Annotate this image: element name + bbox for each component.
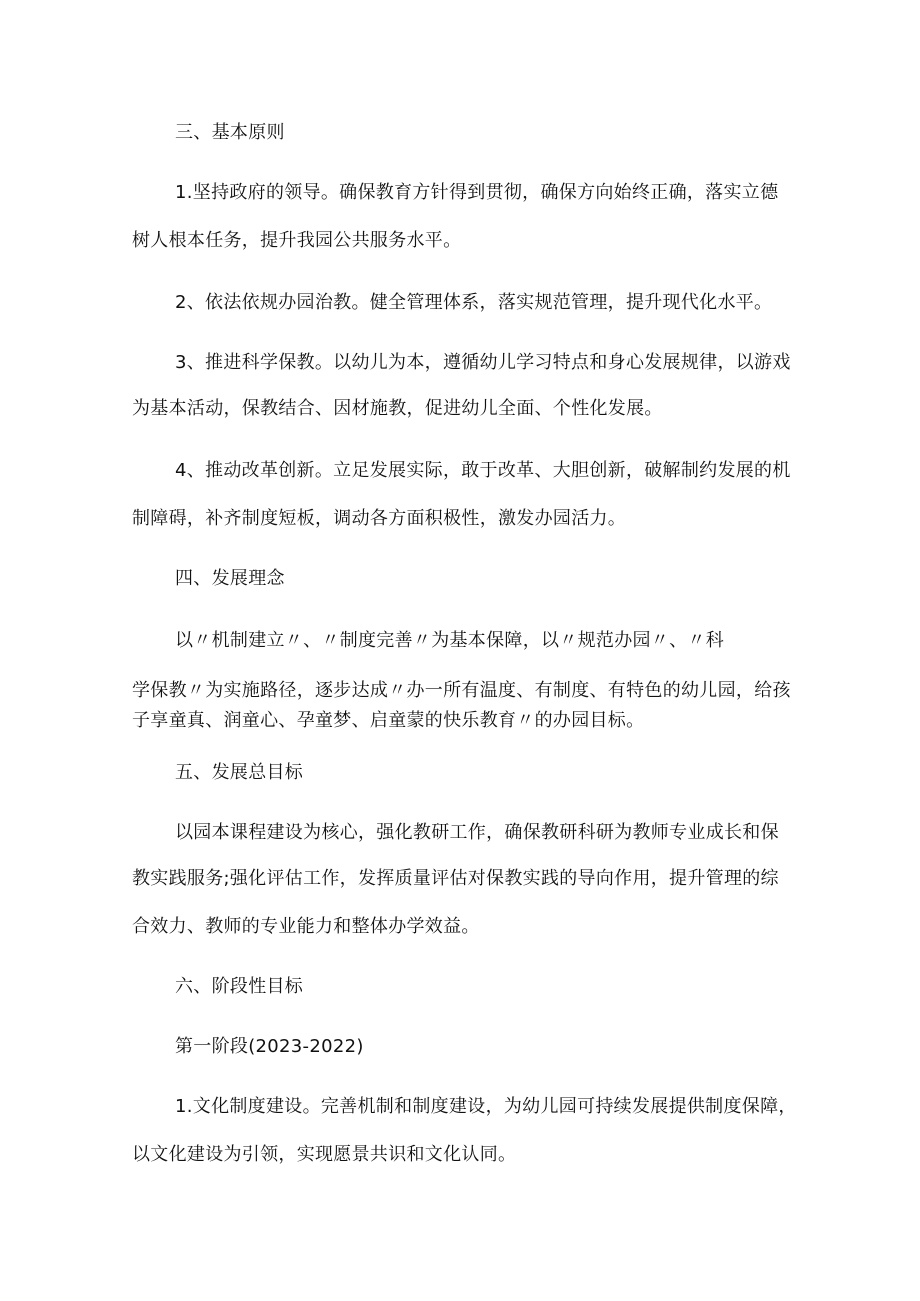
paragraph-line: 教实践服务;强化评估工作，发挥质量评估对保教实践的导向作用，提升管理的综	[132, 868, 779, 889]
phase-title: 第一阶段(2023-2022)	[175, 1036, 364, 1057]
paragraph-line: 1.文化制度建设。完善机制和制度建设，为幼儿园可持续发展提供制度保障，	[175, 1096, 797, 1117]
section-heading-phase-goals: 六、阶段性目标	[175, 976, 304, 997]
paragraph-line: 为基本活动，保教结合、因材施教，促进幼儿全面、个性化发展。	[132, 398, 663, 419]
paragraph-line: 以文化建设为引领，实现愿景共识和文化认同。	[132, 1144, 517, 1165]
paragraph-line: 树人根本任务，提升我园公共服务水平。	[132, 230, 462, 251]
paragraph-line: 以园本课程建设为核心，强化教研工作，确保教研科研为教师专业成长和保	[175, 822, 779, 843]
section-heading-principles: 三、基本原则	[175, 122, 285, 143]
paragraph-line: 3、推进科学保教。以幼儿为本，遵循幼儿学习特点和身心发展规律，以游戏	[175, 352, 791, 373]
paragraph-line: 4、推动改革创新。立足发展实际，敢于改革、大胆创新，破解制约发展的机	[175, 460, 791, 481]
paragraph-line: 学保教〃为实施路径，逐步达成〃办一所有温度、有制度、有特色的幼儿园，给孩	[132, 680, 791, 701]
paragraph-line: 制障碍，补齐制度短板，调动各方面积极性，激发办园活力。	[132, 508, 627, 529]
paragraph-line: 子享童真、润童心、孕童梦、启童蒙的快乐教育〃的办园目标。	[132, 710, 645, 731]
paragraph-line: 2、依法依规办园治教。健全管理体系，落实规范管理，提升现代化水平。	[175, 292, 773, 313]
section-heading-overall-goal: 五、发展总目标	[175, 762, 304, 783]
section-heading-philosophy: 四、发展理念	[175, 568, 285, 589]
paragraph-line: 以〃机制建立〃、〃制度完善〃为基本保障，以〃规范办园〃、〃科	[175, 630, 724, 651]
paragraph-line: 合效力、教师的专业能力和整体办学效益。	[132, 916, 480, 937]
paragraph-line: 1.坚持政府的领导。确保教育方针得到贯彻，确保方向始终正确，落实立德	[175, 182, 779, 203]
